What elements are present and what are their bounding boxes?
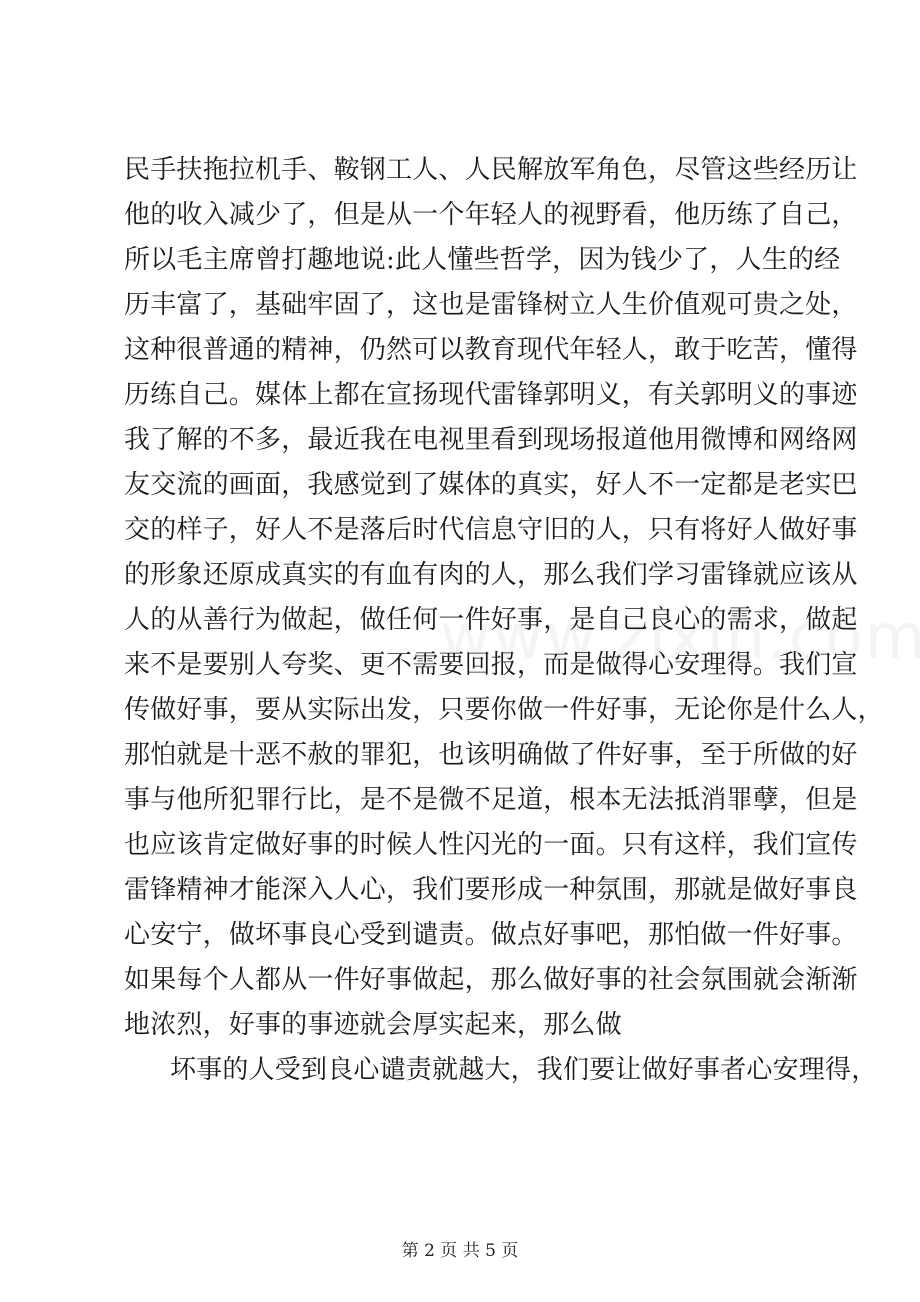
text-line-20: 地浓烈，好事的事迹就会厚实起来，那么做	[124, 1010, 622, 1040]
text-line-1: 民手扶拖拉机手、鞍钢工人、人民解放军角色，尽管这些经历让	[124, 155, 858, 185]
text-line-13: 传做好事，要从实际出发，只要你做一件好事，无论你是什么人，	[124, 695, 884, 725]
text-line-2: 他的收入减少了，但是从一个年轻人的视野看，他历练了自己，	[124, 200, 858, 230]
text-line-3: 所以毛主席曾打趣地说:此人懂些哲学，因为钱少了，人生的经	[124, 245, 841, 275]
text-line-17: 雷锋精神才能深入人心，我们要形成一种氛围，那就是做好事良	[124, 875, 858, 905]
text-line-19: 如果每个人都从一件好事做起，那么做好事的社会氛围就会渐渐	[124, 965, 858, 995]
text-line-9: 交的样子，好人不是落后时代信息守旧的人，只有将好人做好事	[124, 515, 858, 545]
text-line-7: 我了解的不多，最近我在电视里看到现场报道他用微博和网络网	[124, 425, 858, 455]
text-line-11: 人的从善行为做起，做任何一件好事，是自己良心的需求，做起	[124, 605, 858, 635]
page-footer: 第 2 页 共 5 页	[401, 1241, 519, 1261]
body-text	[124, 148, 884, 1093]
text-line-5: 这种很普通的精神，仍然可以教育现代年轻人，敢于吃苦，懂得	[124, 335, 858, 365]
text-line-15: 事与他所犯罪行比，是不是微不足道，根本无法抵消罪孽，但是	[124, 785, 858, 815]
text-line-10: 的形象还原成真实的有血有肉的人，那么我们学习雷锋就应该从	[124, 560, 858, 590]
text-line-6: 历练自己。媒体上都在宣扬现代雷锋郭明义，有关郭明义的事迹	[124, 380, 858, 410]
text-line-8: 友交流的画面，我感觉到了媒体的真实，好人不一定都是老实巴	[124, 470, 858, 500]
text-line-16: 也应该肯定做好事的时候人性闪光的一面。只有这样，我们宣传	[124, 830, 858, 860]
text-line-21-paragraph-start: 坏事的人受到良心谴责就越大，我们要让做好事者心安理得，	[170, 1055, 878, 1085]
text-line-18: 心安宁，做坏事良心受到谴责。做点好事吧，那怕做一件好事。	[124, 920, 858, 950]
text-line-12: 来不是要别人夸奖、更不需要回报，而是做得心安理得。我们宣	[124, 650, 858, 680]
text-line-4: 历丰富了，基础牢固了，这也是雷锋树立人生价值观可贵之处，	[124, 290, 858, 320]
text-line-14: 那怕就是十恶不赦的罪犯，也该明确做了件好事，至于所做的好	[124, 740, 858, 770]
